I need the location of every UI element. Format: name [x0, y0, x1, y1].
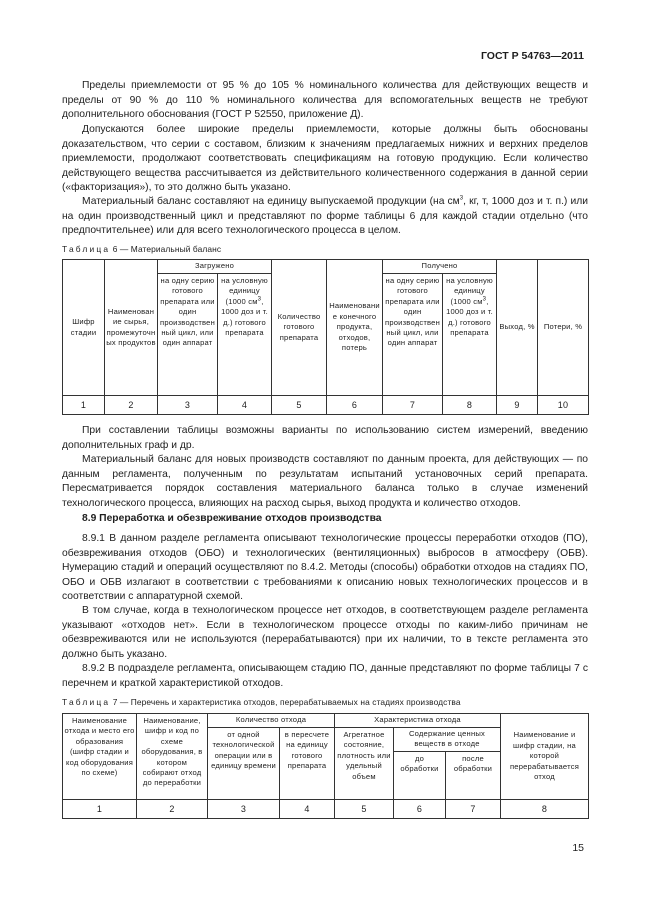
col-aggregate-state: Агрегатное состояние, плотность или удельный объем	[335, 728, 394, 800]
col-losses: Потери, %	[538, 260, 589, 396]
column-number: 1	[63, 799, 137, 818]
col-group-quantity: Количество отхода	[208, 714, 335, 728]
column-number: 6	[394, 799, 446, 818]
col-raw-name: Наименование сырья, промежуточных продуктов	[105, 260, 158, 396]
col-waste-name-place: Наименование отхода и место его образования (шифр стадии и код оборудования по схеме)	[63, 714, 137, 800]
material-balance-table	[62, 259, 589, 415]
column-number: 5	[272, 396, 327, 415]
col-received-unit: на условную единицу (1000 $см^3$, 1000 доз и т. д.) готового препарата	[443, 274, 497, 396]
col-after-processing: после обработки	[446, 751, 501, 799]
col-yield: Выход, %	[497, 260, 538, 396]
col-group-loaded: Загружено	[158, 260, 272, 274]
column-number: 7	[383, 396, 443, 415]
col-before-processing: до обработки	[394, 751, 446, 799]
col-loaded-unit: на условную единицу (1000 $см^3$, 1000 доз и т. д.) готового препарата	[218, 274, 272, 396]
column-number: 4	[218, 396, 272, 415]
col-processing-stage: Наименование и шифр стадии, на которой перерабатывается отход	[501, 714, 589, 800]
col-per-product: в пересчете на единицу готового препарата	[280, 728, 335, 800]
paragraph-material-balance: Материальный баланс составляют на единицу выпускаемой продукции (на $см^3$, кг, т, 1000 доз и т. п.) или на один производственный цикл и представляют по форме таблицы 6 для каждой стадии отдельно (что предпочтительнее) или для всего технологического процесса в целом.	[62, 195, 588, 237]
col-collection-equipment: Наименование, шифр и код по схеме оборудования, в котором собирают отход до переработки	[137, 714, 208, 800]
column-number: 7	[446, 799, 501, 818]
column-number: 6	[327, 396, 383, 415]
col-group-received: Получено	[383, 260, 497, 274]
table6-caption: Таблица 6 — Материальный баланс	[62, 244, 222, 254]
column-number: 8	[501, 799, 589, 818]
paragraph-8-9-2: 8.9.2 В подразделе регламента, описывающем стадию ПО, данные представляют по форме таблицы 7 с перечнем и краткой характеристикой отходов.	[62, 663, 588, 689]
column-number: 2	[105, 396, 158, 415]
paragraph-wider-limits: Допускаются более широкие пределы приемлемости, которые должны быть обоснованы доказательством, что серии с составом, близким к значениям предлагаемых нижних и верхних пределов приемлемости, продолжают соответствовать спецификациям на готовую продукцию. Если количество действующего вещества рассчитывается из действительного количественного содержания в данной серии («факторизация»), то это должно быть указано.	[62, 124, 588, 194]
waste-characteristics-table	[62, 713, 589, 819]
col-final-name: Наименование конечного продукта, отходов, потерь	[327, 260, 383, 396]
column-number: 3	[208, 799, 280, 818]
table7-caption: Таблица 7 — Перечень и характеристика отходов, перерабатываемых на стадиях производства	[62, 697, 461, 707]
document-code: ГОСТ Р 54763—2011	[480, 50, 584, 62]
section-heading: 8.9 Переработка и обезвреживание отходов производства	[82, 513, 382, 524]
paragraph-no-waste: В том случае, когда в технологическом процессе нет отходов, в соответствующем разделе регламента указывают «отходов нет». Если в технологическом процессе отходы по каким-либо причинам не обезвреживаются или не используются (перерабатываются) при их наличии, то в тексте регламента это должно быть указано.	[62, 605, 588, 660]
col-group-valuable: Содержание ценных веществ в отходе	[394, 728, 501, 752]
col-per-operation: от одной технологической операции или в единицу времени	[208, 728, 280, 800]
paragraph-8-9-1: 8.9.1 В данном разделе регламента описывают технологические процессы переработки отходов (ПО), обезвреживания отходов (ОБО) и технологических (вентиляционных) выбросов в атмосферу (ОБВ). Нумерацию стадий и операций осуществляют по 8.4.2. Методы (способы) обработки отходов на стадиях ПО, ОБО и ОБВ излагают в соответствии с требованиями к описанию новых технологических процессов и в соответствии с аппаратурной схемой.	[62, 533, 588, 603]
page-number: 15	[572, 842, 584, 854]
col-stage-code: Шифр стадии	[63, 260, 105, 396]
col-qty-unit: Количество готового препарата	[272, 260, 327, 396]
column-number: 4	[280, 799, 335, 818]
paragraph-acceptance-limits: Пределы приемлемости от 95 % до 105 % номинального количества для действующих веществ и пределы от 90 % до 110 % номинального количества для вспомогательных веществ не требуют дополнительного обоснования (ГОСТ Р 52550, приложение Д).	[62, 80, 588, 121]
column-number: 5	[335, 799, 394, 818]
col-received-series: на одну серию готового препарата или один производственный цикл, или один аппарат	[383, 274, 443, 396]
column-number: 1	[63, 396, 105, 415]
column-number: 8	[443, 396, 497, 415]
column-number: 9	[497, 396, 538, 415]
column-number: 2	[137, 799, 208, 818]
column-number: 3	[158, 396, 218, 415]
paragraph-variants: При составлении таблицы возможны варианты по использованию систем измерений, введению дополнительных граф и др.	[62, 425, 588, 451]
paragraph-new-production: Материальный баланс для новых производств составляют по данным проекта, для действующих — по данным регламента, полученным по результатам испытаний установочных серий препарата. Пересматривается порядок составления материального баланса только в случае изменений технологического процесса, влияющих на расход сырья, выход продукта и количество отходов.	[62, 454, 588, 509]
col-group-characteristic: Характеристика отхода	[335, 714, 501, 728]
column-number: 10	[538, 396, 589, 415]
col-loaded-series: на одну серию готового препарата или один производственный цикл, или один аппарат	[158, 274, 218, 396]
